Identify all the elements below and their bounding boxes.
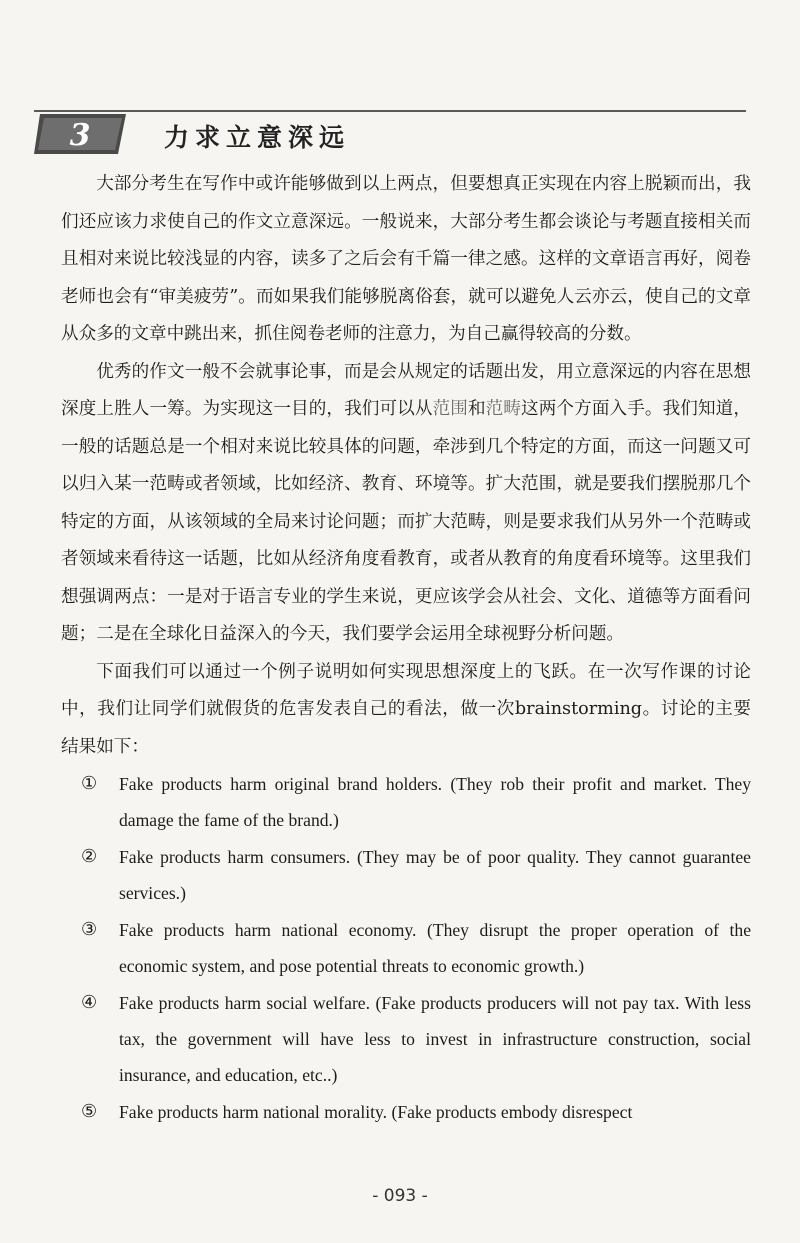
highlight-fanchou: 范畴 bbox=[485, 399, 522, 419]
list-item-number: ① bbox=[81, 773, 98, 794]
paragraph-2-part-b: 和 bbox=[467, 399, 486, 419]
list-item-number: ③ bbox=[81, 919, 98, 940]
paragraph-2-part-a: 优秀的作文一般不会就事论事，而是会从规定的话题出发，用立意深远的内容在思想深度上胜人一筹。为实现这一目的，我们可以从 bbox=[61, 361, 751, 419]
section-heading bbox=[34, 114, 746, 154]
section-number-badge bbox=[34, 114, 126, 154]
paragraph-1: 大部分考生在写作中或许能够做到以上两点，但要想真正实现在内容上脱颖而出，我们还应该力求使自己的作文立意深远。一般说来，大部分考生都会谈论与考题直接相关而且相对来说比较浅显的内容，读多了之后会有千篇一律之感。这样的文章语言再好，阅卷老师也会有“审美疲劳”。而如果我们能够脱离俗套，就可以避免人云亦云，使自己的文章从众多的文章中跳出来，抓住阅卷老师的注意力，为自己赢得较高的分数。 bbox=[61, 174, 751, 344]
section-number: 3 bbox=[69, 118, 91, 153]
page-number: - 093 - bbox=[372, 1186, 428, 1206]
list-item bbox=[61, 912, 751, 984]
list-item-text: Fake products harm national economy. (They disrupt the proper operation of the economic system, and pose potential threats to economic growth.) bbox=[119, 920, 751, 976]
highlight-fanwei: 范围 bbox=[432, 399, 468, 419]
list-item-text: Fake products harm original brand holders. (They rob their profit and market. They damage the fame of the brand.) bbox=[119, 774, 751, 830]
paragraph-2 bbox=[61, 354, 751, 654]
list-item bbox=[61, 839, 751, 911]
list-item-number: ④ bbox=[81, 992, 98, 1013]
list-item bbox=[61, 766, 751, 838]
body-content bbox=[61, 166, 751, 1131]
paragraph-2-part-c: 这两个方面入手。我们知道，一般的话题总是一个相对来说比较具体的问题，牵涉到几个特定的方面，而这一问题又可以归入某一范畴或者领域，比如经济、教育、环境等。扩大范围，就是要我们摆脱那几个特定的方面，从该领域的全局来讨论问题；而扩大范畴，则是要求我们从另外一个范畴或者领域来看待这一话题，比如从经济角度看教育，或者从教育的角度看环境等。这里我们想强调两点：一是对于语言专业的学生来说，更应该学会从社会、文化、道德等方面看问题；二是在全球化日益深入的今天，我们要学会运用全球视野分析问题。 bbox=[61, 399, 751, 644]
brainstorm-list bbox=[61, 766, 751, 1130]
paragraph-3: 下面我们可以通过一个例子说明如何实现思想深度上的飞跃。在一次写作课的讨论中，我们让同学们就假货的危害发表自己的看法，做一次brainstorming。讨论的主要结果如下： bbox=[61, 661, 751, 757]
list-item-text: Fake products harm social welfare. (Fake products producers will not pay tax. With less tax, the government will have less to invest in infrastructure construction, social insurance, and education, etc..) bbox=[119, 993, 751, 1085]
list-item bbox=[61, 985, 751, 1093]
list-item-number: ⑤ bbox=[81, 1101, 98, 1122]
section-title: 力求立意深远 bbox=[164, 123, 351, 152]
list-item-text: Fake products harm consumers. (They may be of poor quality. They cannot guarantee services.) bbox=[119, 847, 751, 903]
header-rule bbox=[34, 110, 746, 112]
list-item-number: ② bbox=[81, 846, 98, 867]
list-item-text: Fake products harm national morality. (Fake products embody disrespect bbox=[119, 1102, 633, 1122]
list-item bbox=[61, 1094, 751, 1130]
